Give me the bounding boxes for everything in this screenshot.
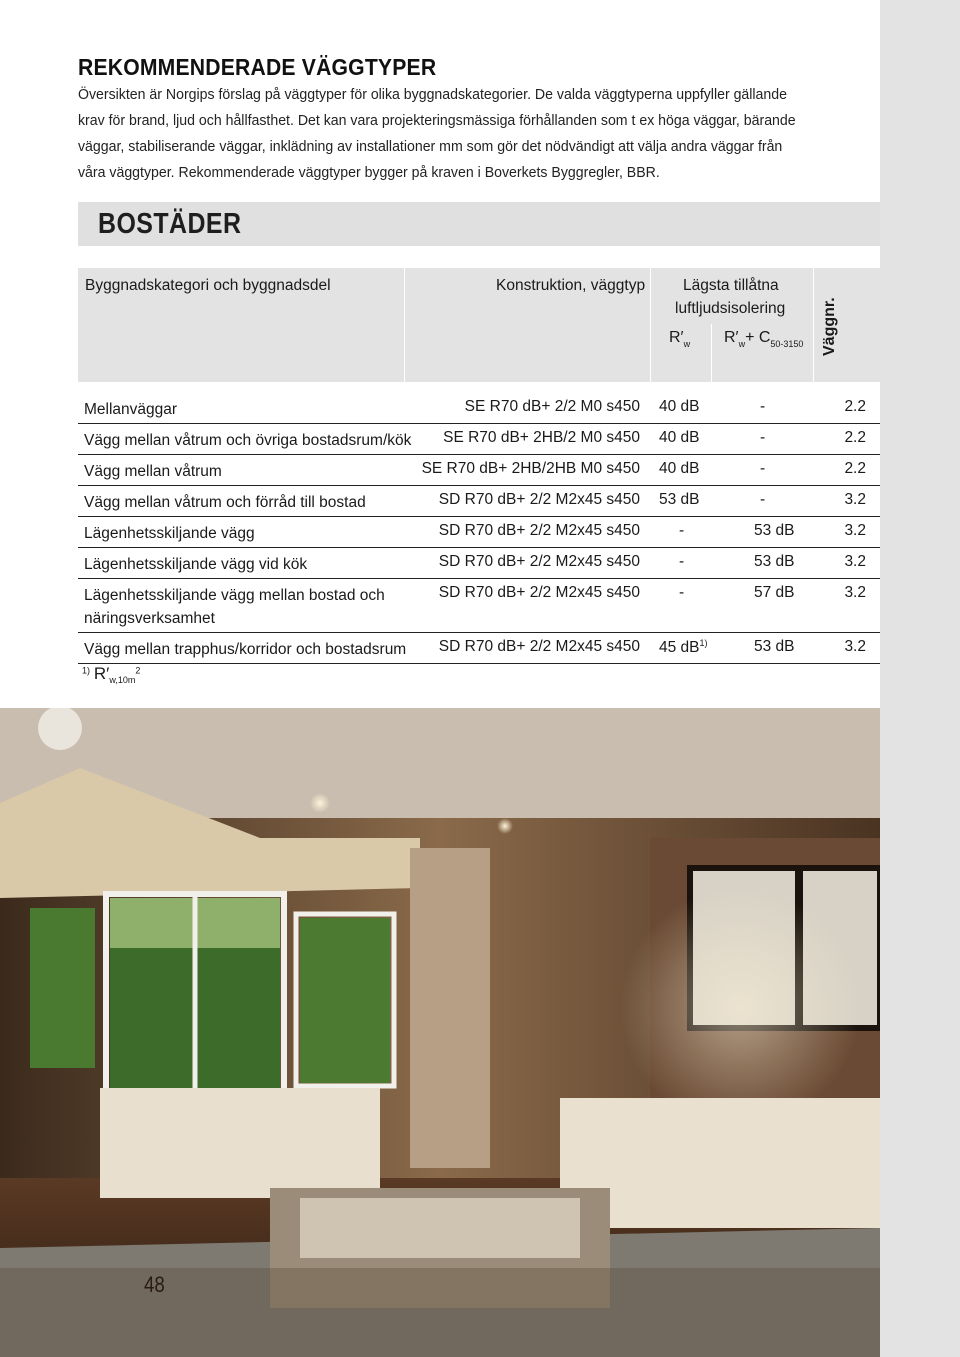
row-wall-number: 2.2 <box>844 398 866 415</box>
row-wall-number: 3.2 <box>844 522 866 539</box>
living-room-photo <box>0 708 880 1357</box>
header-divider <box>404 268 405 382</box>
row-rwc: - <box>760 398 766 415</box>
section-title: BOSTÄDER <box>98 208 242 240</box>
table-footnote: $^{1)}$ $R'_{w,10m}^2$ <box>82 664 141 685</box>
row-rw: - <box>679 553 685 570</box>
row-construction: SD R70 dB+ 2/2 M2x45 s450 <box>438 584 640 601</box>
row-rw-footnote-mark: 1) <box>699 638 708 648</box>
header-construction: Konstruktion, väggtyp <box>496 277 646 294</box>
row-rw: - <box>679 522 685 539</box>
row-rwc: 53 dB <box>754 553 795 570</box>
row-wall-number: 3.2 <box>844 584 866 601</box>
row-category: Mellanväggar <box>84 401 178 418</box>
wall-type-table <box>78 393 880 664</box>
row-construction: SE R70 dB+ 2/2 M0 s450 <box>464 398 640 415</box>
row-rw: 45 $dB^{1)}$ <box>659 638 708 657</box>
row-rw: 40 dB <box>659 429 700 446</box>
row-rwc: - <box>760 491 766 508</box>
section-band <box>78 202 880 246</box>
row-construction: SE R70 dB+ 2HB/2HB M0 s450 <box>421 460 640 477</box>
header-rwc: $R'_w+ C_{50-3150}$ <box>724 329 804 349</box>
table-row <box>78 633 880 664</box>
row-construction: SE R70 dB+ 2HB/2 M0 s450 <box>443 429 640 446</box>
row-rw: 40 dB <box>659 460 700 477</box>
page-margin-strip <box>880 0 960 1357</box>
table-row <box>78 548 880 579</box>
row-rwc: 53 dB <box>754 638 795 655</box>
row-category: Lägenhetsskiljande vägg vid kök <box>84 556 308 573</box>
table-row <box>78 517 880 548</box>
row-rwc: 57 dB <box>754 584 795 601</box>
row-category: Lägenhetsskiljande vägg <box>84 525 255 542</box>
row-wall-number: 3.2 <box>844 553 866 570</box>
intro-paragraph: Översikten är Norgips förslag på väggtyper för olika byggnadskategorier. De valda väggtyperna uppfyller gällande krav för brand, ljud och hållfasthet. Det kan vara projekteringsmässiga förhållanden som t ex höga väggar, bärande väggar, stabiliserande väggar, inklädning av installationer mm som gör det nödvändigt att välja andra väggar från våra väggtyper. Rekommenderade väggtyper bygger på kraven i Boverkets Byggregler, BBR. <box>78 86 796 181</box>
row-construction: SD R70 dB+ 2/2 M2x45 s450 <box>438 553 640 570</box>
row-wall-number: 3.2 <box>844 491 866 508</box>
row-category: Vägg mellan trapphus/korridor och bostadsrum <box>84 641 407 658</box>
row-rw: 53 dB <box>659 491 700 508</box>
row-rwc: - <box>760 429 766 446</box>
row-wall-number: 2.2 <box>844 460 866 477</box>
table-row <box>78 455 880 486</box>
row-construction: SD R70 dB+ 2/2 M2x45 s450 <box>438 491 640 508</box>
table-row <box>78 579 880 633</box>
row-rw: - <box>679 584 685 601</box>
header-min-line2: luftljudsisolering <box>675 300 786 317</box>
table-row <box>78 393 880 424</box>
row-rwc: 53 dB <box>754 522 795 539</box>
header-category: Byggnadskategori och byggnadsdel <box>85 277 331 294</box>
row-construction: SD R70 dB+ 2/2 M2x45 s450 <box>438 638 640 655</box>
row-category: Vägg mellan våtrum och övriga bostadsrum/kök <box>84 432 412 449</box>
header-vaggnr: Väggnr. <box>821 297 838 356</box>
row-category: Vägg mellan våtrum och förråd till bostad <box>84 494 366 511</box>
header-divider <box>711 324 712 382</box>
row-rw: 40 dB <box>659 398 700 415</box>
row-category: Lägenhetsskiljande vägg mellan bostad och näringsverksamhet <box>84 587 385 627</box>
page-heading: REKOMMENDERADE VÄGGTYPER <box>78 54 437 80</box>
table-row <box>78 424 880 455</box>
header-rw: $R'_w$ <box>669 329 691 349</box>
row-wall-number: 2.2 <box>844 429 866 446</box>
row-category: Vägg mellan våtrum <box>84 463 222 480</box>
row-wall-number: 3.2 <box>844 638 866 655</box>
table-row <box>78 486 880 517</box>
page-number: 48 <box>144 1272 165 1297</box>
header-min-line1: Lägsta tillåtna <box>683 277 779 294</box>
header-divider <box>650 268 651 382</box>
row-construction: SD R70 dB+ 2/2 M2x45 s450 <box>438 522 640 539</box>
header-divider <box>813 268 814 382</box>
row-rwc: - <box>760 460 766 477</box>
table-header <box>78 268 880 382</box>
